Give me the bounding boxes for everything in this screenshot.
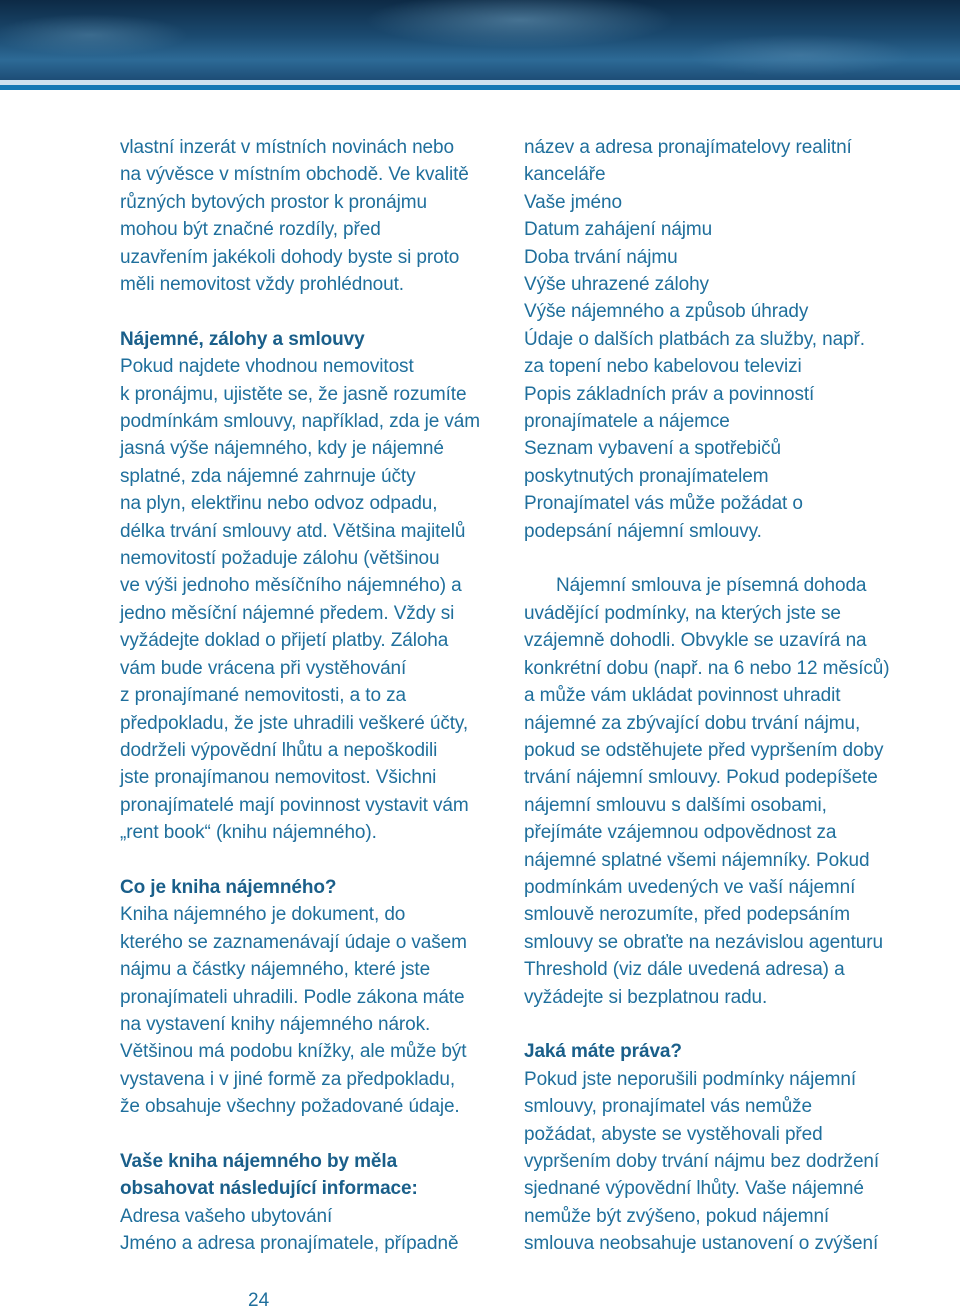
- list-item: Výše nájemného a způsob úhrady: [524, 301, 809, 323]
- list-item: kanceláře: [524, 164, 606, 186]
- text-line: předpokladu, že jste uhradili veškeré účty,: [120, 712, 469, 734]
- text-line: podmínkám uvedených ve vaší nájemní: [524, 876, 856, 898]
- list-item: podepsání nájemní smlouvy.: [524, 520, 762, 542]
- list-item: pronajímatele a nájemce: [524, 411, 730, 433]
- spacer: [524, 1011, 904, 1038]
- text-line: nájemní smlouvu s dalšími osobami,: [524, 794, 827, 816]
- section-rent-book-info: [120, 1148, 500, 1258]
- text-line: jste pronajímanou nemovitost. Všichni: [120, 767, 437, 789]
- left-column: [120, 134, 500, 1258]
- text-line: že obsahuje všechny požadované údaje.: [120, 1096, 460, 1118]
- text-line: k pronájmu, ujistěte se, že jasně rozumíte: [120, 383, 467, 405]
- header-stripe: [0, 85, 960, 90]
- section-heading: obsahovat následující informace:: [120, 1178, 418, 1200]
- text-line: splatné, zda nájemné zahrnuje účty: [120, 465, 416, 487]
- text-line: vyžádejte si bezplatnou radu.: [524, 986, 768, 1008]
- spacer: [120, 298, 500, 325]
- text-line: nemůže být zvýšeno, pokud nájemní: [524, 1205, 830, 1227]
- text-line: uzavřením jakékoli dohody byste si proto: [120, 246, 460, 268]
- text-line: smlouvy se obraťte na nezávislou agenturu: [524, 931, 883, 953]
- text-line: jasná výše nájemného, kdy je nájemné: [120, 438, 444, 460]
- text-line: ve výši jednoho měsíčního nájemného) a: [120, 575, 462, 597]
- text-line: Threshold (viz dále uvedená adresa) a: [524, 959, 845, 981]
- text-line: požádat, abyste se vystěhovali před: [524, 1123, 823, 1145]
- text-line: sjednané výpovědní lhůty. Vaše nájemné: [524, 1178, 864, 1200]
- list-item: Popis základních práv a povinností: [524, 383, 815, 405]
- text-line: přejímáte vzájemnou odpovědnost za: [524, 822, 837, 844]
- section-heading: Jaká máte práva?: [524, 1041, 682, 1063]
- text-line: různých bytových prostor k pronájmu: [120, 191, 427, 213]
- text-line: nájemné za zbývající dobu trvání nájmu,: [524, 712, 861, 734]
- text-line: pronajímatelé mají povinnost vystavit vám: [120, 794, 469, 816]
- list-item: Výše uhrazené zálohy: [524, 274, 709, 296]
- text-line: měli nemovitost vždy prohlédnout.: [120, 274, 404, 296]
- text-line: vlastní inzerát v místních novinách nebo: [120, 137, 454, 158]
- info-list: [524, 134, 904, 545]
- list-item: poskytnutých pronajímatelem: [524, 465, 769, 487]
- text-line: podmínkám smlouvy, například, zda je vám: [120, 411, 480, 433]
- text-line: uvádějící podmínky, na kterých jste se: [524, 602, 841, 624]
- section-heading: Nájemné, zálohy a smlouvy: [120, 328, 365, 350]
- text-line: Pokud jste neporušili podmínky nájemní: [524, 1068, 857, 1090]
- contract-paragraph: [524, 572, 904, 1011]
- text-line: Většinou má podobu knížky, ale může být: [120, 1041, 467, 1063]
- text-line: na plyn, elektřinu nebo odvoz odpadu,: [120, 493, 438, 515]
- text-line: jedno měsíční nájemné předem. Vždy si: [120, 602, 455, 624]
- text-line: vystavena i v jiné formě za předpokladu,: [120, 1068, 456, 1090]
- header-banner-image: [0, 0, 960, 80]
- text-line: kterého se zaznamenávají údaje o vašem: [120, 931, 467, 953]
- text-line: délka trvání smlouvy atd. Většina majitelů: [120, 520, 466, 542]
- text-line: pronajímateli uhradili. Podle zákona máte: [120, 986, 465, 1008]
- section-rights: [524, 1038, 904, 1257]
- list-item: za topení nebo kabelovou televizi: [524, 356, 802, 378]
- text-line: pokud se odstěhujete před vypršením doby: [524, 739, 884, 761]
- spacer: [120, 847, 500, 874]
- text-line: vypršením doby trvání nájmu bez dodržení: [524, 1151, 880, 1172]
- text-line: Pokud najdete vhodnou nemovitost: [120, 356, 414, 378]
- spacer: [120, 1121, 500, 1148]
- list-item: Seznam vybavení a spotřebičů: [524, 438, 782, 460]
- text-line: smlouvě nerozumíte, před podepsáním: [524, 904, 851, 926]
- text-line: nájmu a částky nájemného, které jste: [120, 959, 431, 981]
- text-line: vzájemně dohodli. Obvykle se uzavírá na: [524, 630, 867, 652]
- spacer: [524, 545, 904, 572]
- text-line: smlouvy, pronajímatel vás nemůže: [524, 1096, 812, 1118]
- text-line: vám bude vrácena při vystěhování: [120, 657, 407, 679]
- text-line: Kniha nájemného je dokument, do: [120, 904, 406, 926]
- section-heading: Vaše kniha nájemného by měla: [120, 1150, 398, 1172]
- list-item: Adresa vašeho ubytování: [120, 1205, 333, 1227]
- intro-paragraph: [120, 134, 500, 298]
- list-item: Doba trvání nájmu: [524, 246, 678, 268]
- text-line: na vystavení knihy nájemného nárok.: [120, 1013, 431, 1035]
- text-line: nemovitostí požaduje zálohu (většinou: [120, 548, 440, 570]
- text-line: konkrétní dobu (např. na 6 nebo 12 měsíců): [524, 657, 890, 679]
- text-line: nájemné splatné všemi nájemníky. Pokud: [524, 849, 870, 871]
- section-rent-book: [120, 874, 500, 1121]
- list-item: Údaje o dalších platbách za služby, např.: [524, 328, 865, 350]
- section-rent-deposits-contracts: [120, 326, 500, 847]
- text-line: a může vám ukládat povinnost uhradit: [524, 685, 841, 707]
- list-item: Jméno a adresa pronajímatele, případně: [120, 1233, 459, 1255]
- text-line: „rent book“ (knihu nájemného).: [120, 822, 377, 844]
- text-line: z pronajímané nemovitosti, a to za: [120, 685, 406, 707]
- text-line: mohou být značné rozdíly, před: [120, 219, 381, 241]
- page-number: 24: [248, 1290, 270, 1311]
- list-item: název a adresa pronajímatelovy realitní: [524, 137, 852, 158]
- text-line: na vývěsce v místním obchodě. Ve kvalitě: [120, 164, 469, 186]
- list-item: Pronajímatel vás může požádat o: [524, 493, 803, 515]
- text-line: vyžádejte doklad o přijetí platby. Záloha: [120, 630, 449, 652]
- text-line: smlouva neobsahuje ustanovení o zvýšení: [524, 1233, 879, 1255]
- text-line: trvání nájemní smlouvy. Pokud podepíšete: [524, 767, 878, 789]
- section-heading: Co je kniha nájemného?: [120, 876, 337, 898]
- list-item: Vaše jméno: [524, 191, 622, 213]
- list-item: Datum zahájení nájmu: [524, 219, 713, 241]
- text-line: Nájemní smlouva je písemná dohoda: [556, 575, 867, 597]
- text-line: dodrželi výpovědní lhůtu a nepoškodili: [120, 739, 438, 761]
- right-column: [524, 134, 904, 1258]
